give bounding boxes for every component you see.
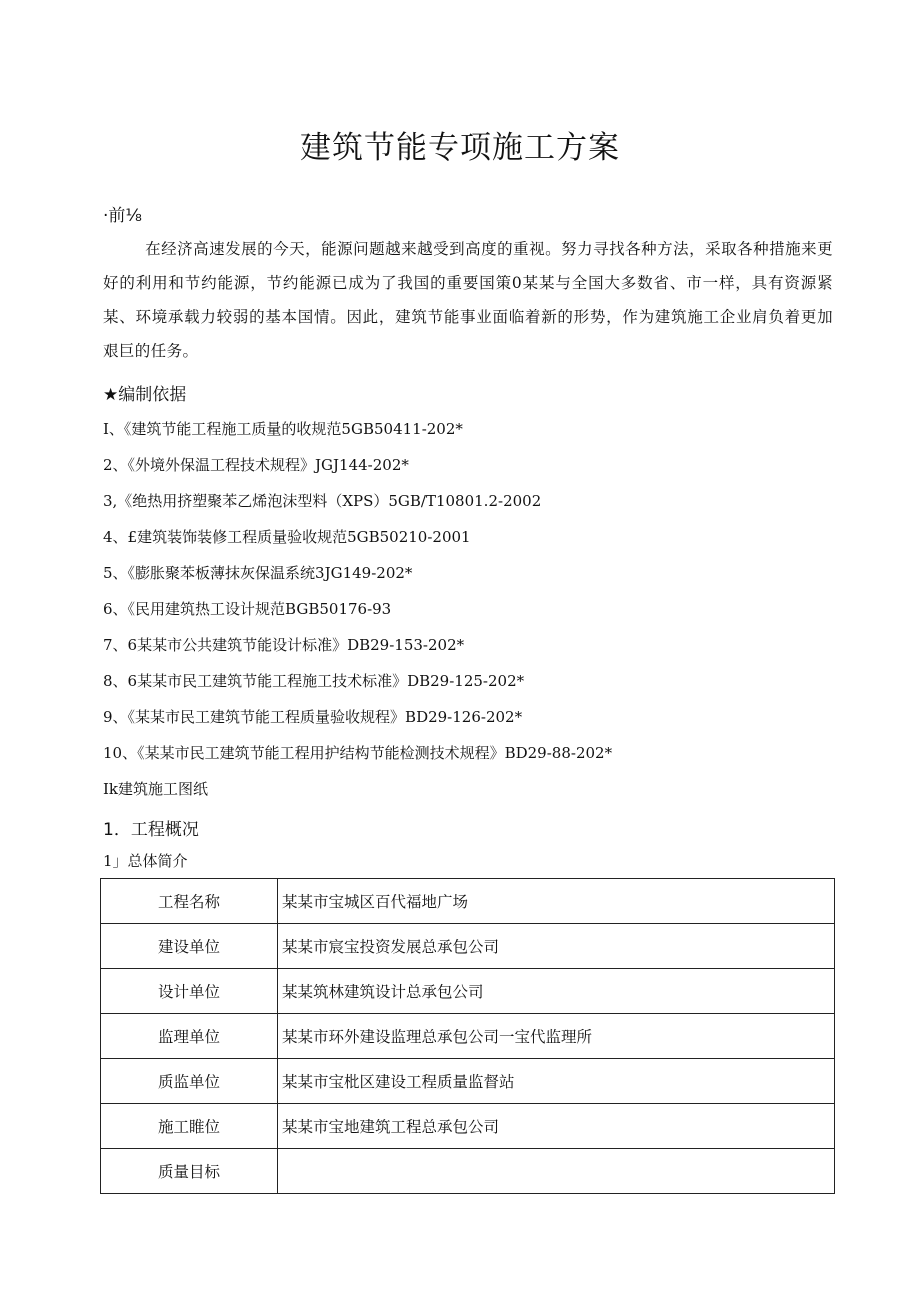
row-value xyxy=(278,1149,835,1194)
row-label: 建设单位 xyxy=(101,924,278,969)
table-row xyxy=(101,879,835,924)
document-title: 建筑节能专项施工方案 xyxy=(300,130,620,166)
table-row xyxy=(101,969,835,1014)
row-label: 工程名称 xyxy=(101,879,278,924)
table-row xyxy=(101,1104,835,1149)
row-label: 设计单位 xyxy=(101,969,278,1014)
overview-heading: 1．工程概况 xyxy=(103,820,199,840)
reference-item: 9、《某某市民工建筑节能工程质量验收规程》BD29-126-202* xyxy=(103,708,523,726)
preface-paragraph xyxy=(103,232,833,368)
row-value: 某某市宝枇区建设工程质量监督站 xyxy=(278,1059,835,1104)
reference-item: 3,《绝热用挤塑聚苯乙烯泡沫型料（XPS）5GB/T10801.2-2002 xyxy=(103,492,542,510)
reference-item: 10、《某某市民工建筑节能工程用护结构节能检测技术规程》BD29-88-202* xyxy=(103,744,613,762)
reference-item: 8、6某某市民工建筑节能工程施工技术标准》DB29-125-202* xyxy=(103,672,525,690)
row-label: 质监单位 xyxy=(101,1059,278,1104)
reference-item: 2、《外境外保温工程技术规程》JGJ144-202* xyxy=(103,456,409,474)
preface-heading: ·前⅛ xyxy=(103,206,142,226)
row-value: 某某筑林建筑设计总承包公司 xyxy=(278,969,835,1014)
row-value: 某某市宸宝投资发展总承包公司 xyxy=(278,924,835,969)
reference-item: 7、6某某市公共建筑节能设计标准》DB29-153-202* xyxy=(103,636,465,654)
row-value: 某某市宝地建筑工程总承包公司 xyxy=(278,1104,835,1149)
row-label: 质量目标 xyxy=(101,1149,278,1194)
reference-item: 6、《民用建筑热工设计规范BGB50176-93 xyxy=(103,600,392,618)
row-value: 某某市宝城区百代福地广场 xyxy=(278,879,835,924)
project-info-table xyxy=(100,878,835,1194)
reference-item: I、《建筑节能工程施工质量的收规范5GB50411-202* xyxy=(103,420,463,438)
table-row xyxy=(101,924,835,969)
row-value: 某某市环外建设监理总承包公司一宝代监理所 xyxy=(278,1014,835,1059)
row-label: 监理单位 xyxy=(101,1014,278,1059)
table-row xyxy=(101,1059,835,1104)
reference-item: Ik建筑施工图纸 xyxy=(103,780,209,798)
table-row xyxy=(101,1014,835,1059)
table-row xyxy=(101,1149,835,1194)
reference-item: 4、£建筑装饰装修工程质量验收规范5GB50210-2001 xyxy=(103,528,471,546)
row-label: 施工睢位 xyxy=(101,1104,278,1149)
overview-subheading: 1」总体简介 xyxy=(103,852,188,870)
basis-heading: ★编制依据 xyxy=(103,385,187,405)
reference-item: 5、《膨胀聚苯板薄抹灰保温系统3JG149-202* xyxy=(103,564,413,582)
preface-text: 在经济高速发展的今天，能源问题越来越受到高度的重视。努力寻找各种方法，采取各种措施来更好的利用和节约能源，节约能源已成为了我国的重要国策0某某与全国大多数省、市一样，具有资源紧某、环境承载力较弱的基本国情。因此，建筑节能事业面临着新的形势，作为建筑施工企业肩负着更加艰巨的任务。 xyxy=(103,240,833,360)
